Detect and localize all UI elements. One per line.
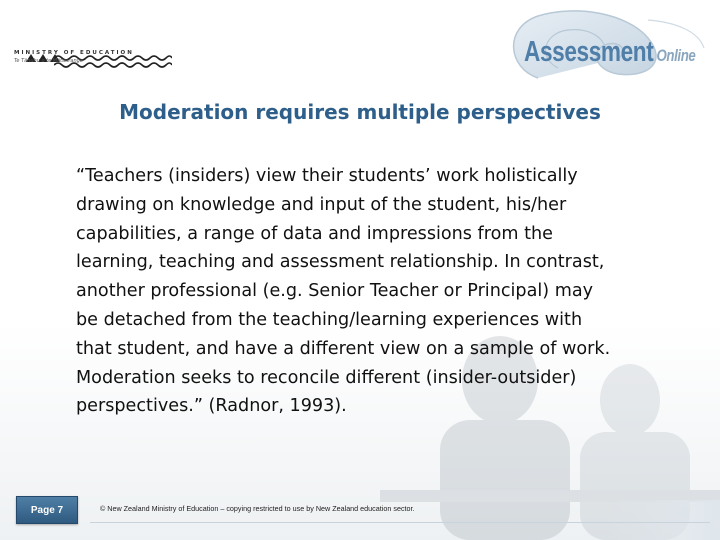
brand-main: Assessment: [524, 36, 654, 68]
slide-title: Moderation requires multiple perspectives: [119, 100, 601, 124]
quote-line: another professional (e.g. Senior Teacher or Principal) may: [76, 281, 594, 302]
quote-line: be detached from the teaching/learning experiences with: [76, 309, 583, 330]
quote-line: Moderation seeks to reconcile different (insider-outsider): [76, 367, 577, 388]
ministry-name: MINISTRY OF EDUCATION: [14, 50, 134, 56]
quote-line: perspectives.” (Radnor, 1993).: [76, 396, 347, 417]
footer-divider: [90, 522, 710, 523]
quote-line: “Teachers (insiders) view their students’ work holistically: [76, 166, 578, 186]
quote-line: capabilities, a range of data and impressions from the: [76, 223, 553, 244]
assessment-online-logo: [498, 8, 712, 82]
brand-sub: Online: [656, 46, 696, 65]
ministry-subtitle: Te Tāhuhu o te Mātauranga: [14, 58, 83, 64]
copyright-notice: © New Zealand Ministry of Education – copying restricted to use by New Zealand education sector.: [100, 504, 415, 513]
quote-line: that student, and have a different view on a sample of work.: [76, 338, 611, 359]
quote-block: [76, 162, 686, 421]
quote-line: learning, teaching and assessment relationship. In contrast,: [76, 252, 605, 273]
quote-line: drawing on knowledge and input of the student, his/her: [76, 194, 567, 215]
brand-text: [524, 36, 695, 69]
footer-corner: [606, 500, 720, 540]
page-number-badge: Page 7: [16, 496, 78, 524]
header: [0, 0, 720, 92]
